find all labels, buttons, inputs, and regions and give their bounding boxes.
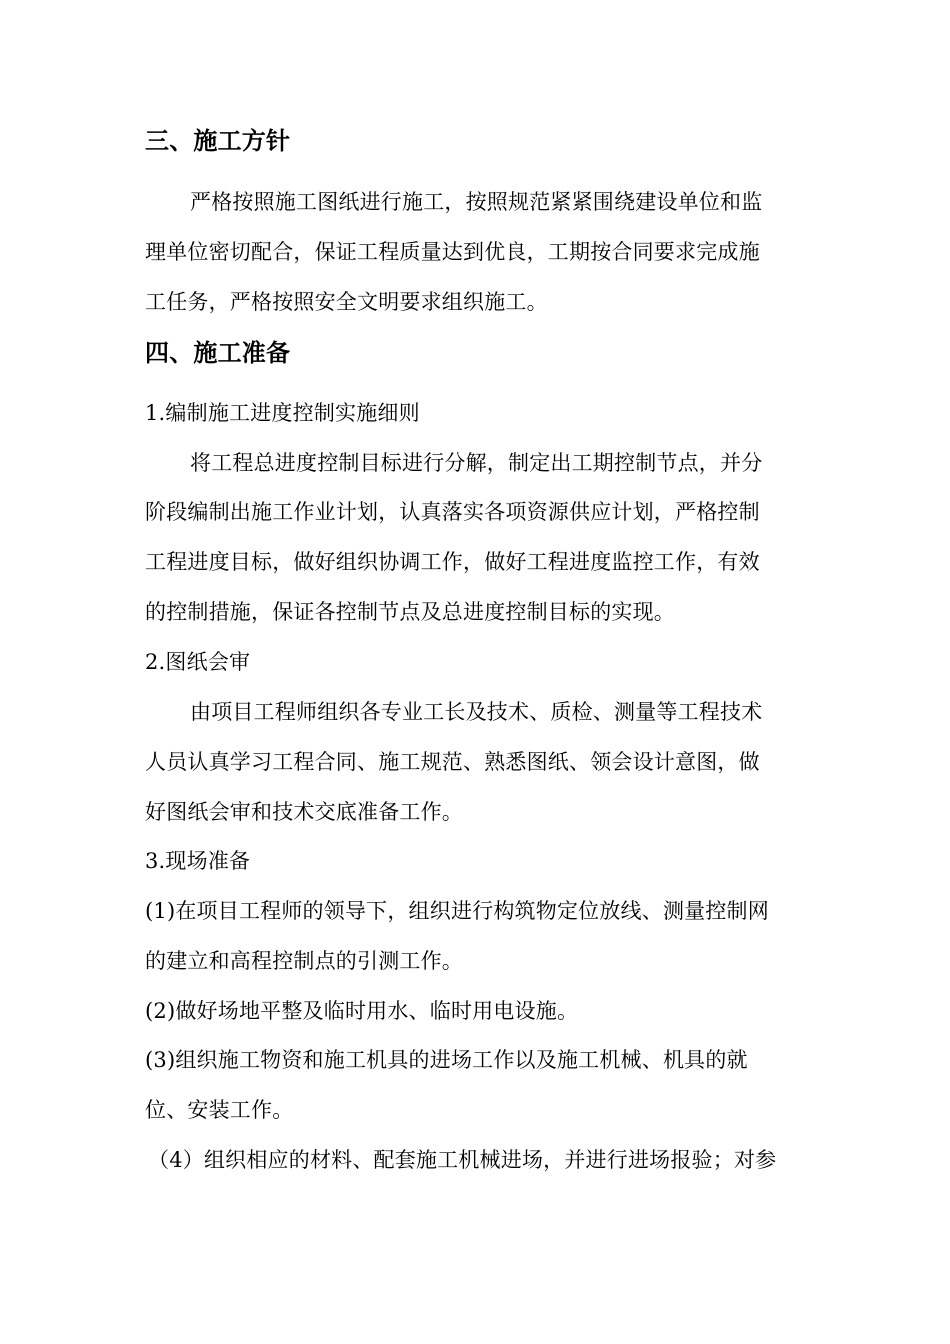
list-item-line: （4）组织相应的材料、配套施工机械进场，并进行进场报验；对参	[148, 1148, 777, 1172]
item-title-1: 1.编制施工进度控制实施细则	[145, 401, 420, 425]
item-title-2: 2.图纸会审	[145, 650, 251, 674]
list-item-line: (3)组织施工物资和施工机具的进场工作以及施工机械、机具的就	[145, 1048, 748, 1072]
paragraph-line: 阶段编制出施工作业计划，认真落实各项资源供应计划，严格控制	[145, 500, 760, 524]
paragraph-line: 理单位密切配合，保证工程质量达到优良，工期按合同要求完成施	[145, 240, 760, 264]
item-title-3: 3.现场准备	[145, 849, 251, 873]
section-heading-4: 四、施工准备	[145, 339, 291, 367]
paragraph-line: 由项目工程师组织各专业工长及技术、质检、测量等工程技术	[190, 700, 763, 724]
paragraph-line: 工任务，严格按照安全文明要求组织施工。	[145, 290, 548, 314]
paragraph-line: 好图纸会审和技术交底准备工作。	[145, 800, 463, 824]
list-item-line: (2)做好场地平整及临时用水、临时用电设施。	[145, 999, 579, 1023]
list-item-line: 位、安装工作。	[145, 1098, 294, 1122]
paragraph-line: 将工程总进度控制目标进行分解，制定出工期控制节点，并分	[190, 451, 763, 475]
list-item-line: 的建立和高程控制点的引测工作。	[145, 949, 463, 973]
list-item-line: (1)在项目工程师的领导下，组织进行构筑物定位放线、测量控制网	[145, 899, 769, 923]
paragraph-line: 人员认真学习工程合同、施工规范、熟悉图纸、领会设计意图，做	[145, 750, 760, 774]
section-heading-3: 三、施工方针	[145, 127, 291, 155]
paragraph-line: 严格按照施工图纸进行施工，按照规范紧紧围绕建设单位和监	[190, 190, 763, 214]
paragraph-line: 工程进度目标，做好组织协调工作，做好工程进度监控工作，有效	[145, 550, 760, 574]
paragraph-line: 的控制措施，保证各控制节点及总进度控制目标的实现。	[145, 600, 675, 624]
